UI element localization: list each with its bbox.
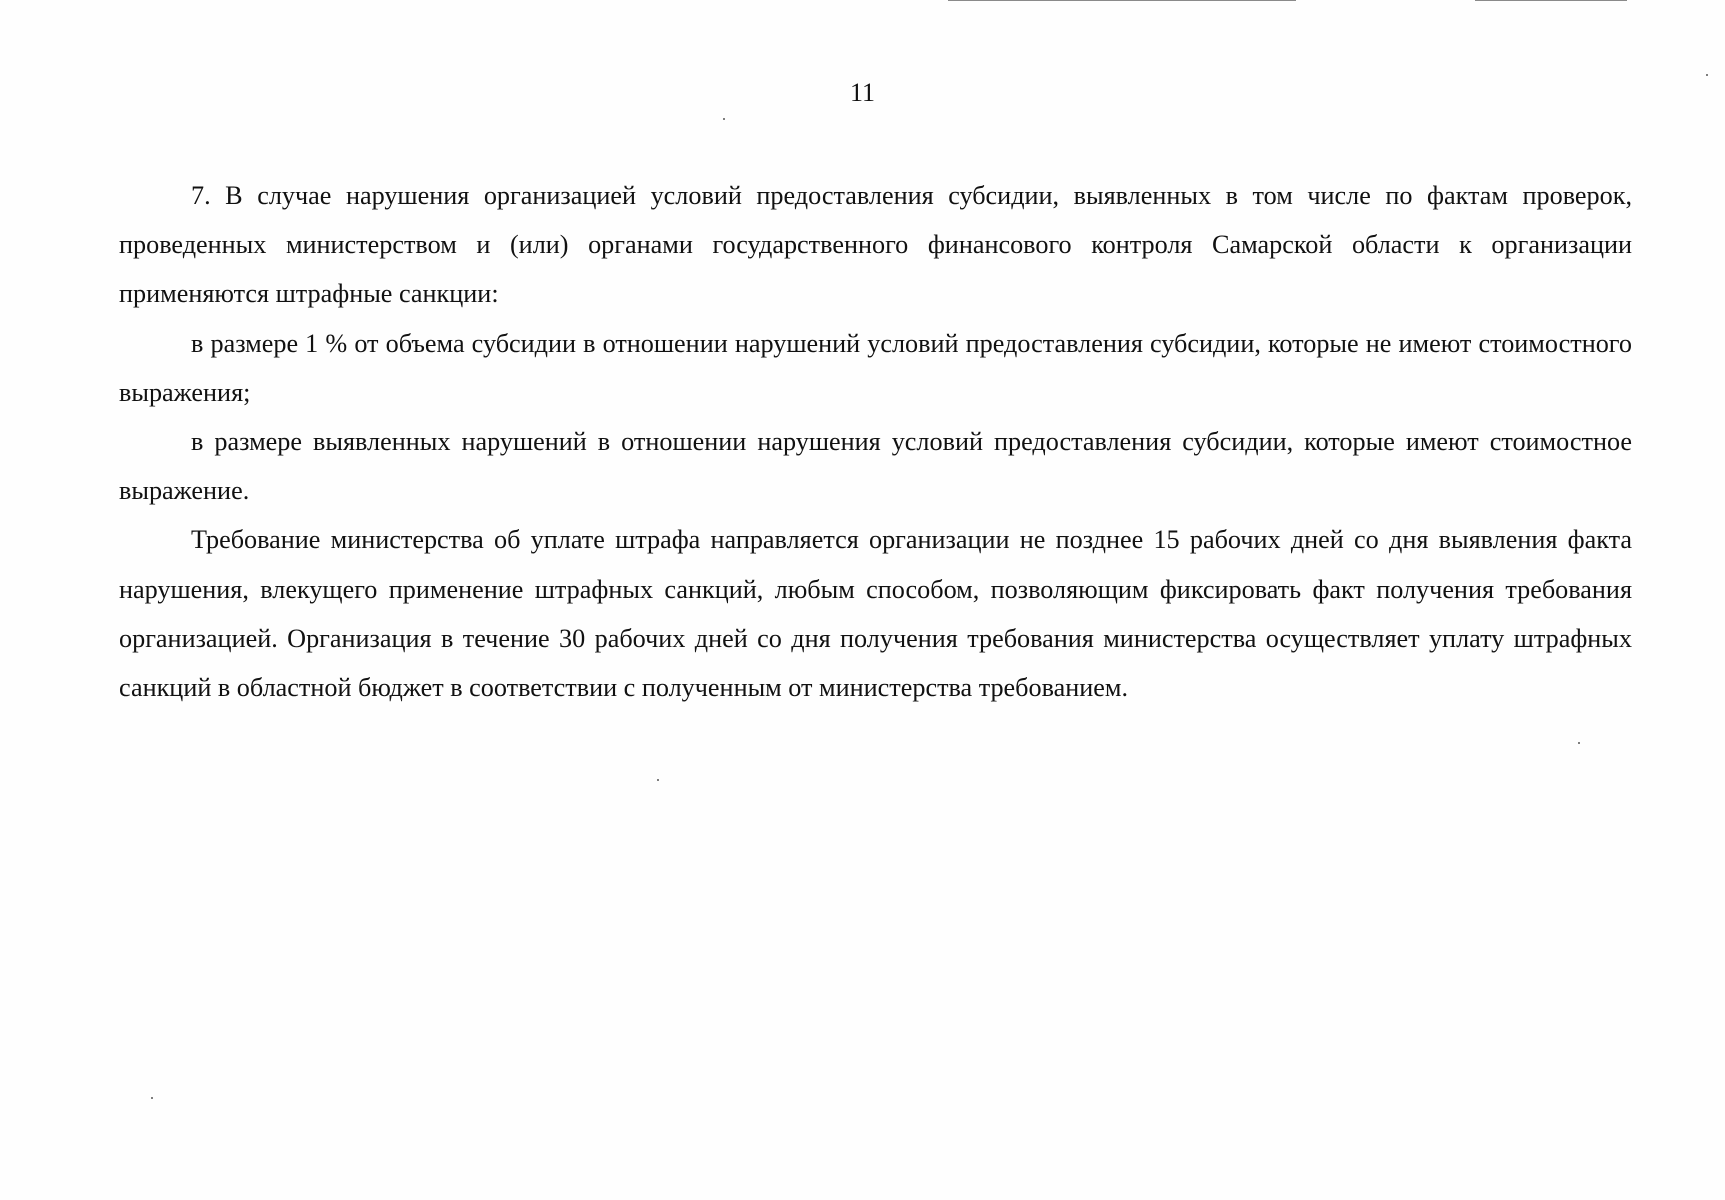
page-number: 11 (849, 78, 876, 107)
scan-speck (151, 1097, 153, 1099)
scan-artifact-line (948, 0, 1296, 1)
scan-speck (1578, 742, 1580, 744)
paragraph-penalty-monetary: в размере выявленных нарушений в отношении нарушения условий предоставления субсидии, которые имеют стоимостное выражение. (119, 427, 1632, 506)
scan-speck (1706, 74, 1708, 76)
scan-speck (657, 779, 659, 781)
paragraph-penalty-payment: Требование министерства об уплате штрафа направляется организации не позднее 15 рабочих дней со дня выявления факта нарушения, влекущего применение штрафных санкций, любым способом, позволяющим фиксировать факт получения требования организацией. Организация в течение 30 рабочих дней со дня получения требования министерства осуществляет уплату штрафных санкций в областной бюджет в соответствии с полученным от министерства требованием. (119, 525, 1632, 703)
paragraph-penalty-intro: 7. В случае нарушения организацией условий предоставления субсидии, выявленных в том числе по фактам проверок, проведенных министерством и (или) органами государственного финансового контроля Самарской области к организации применяются штрафные санкции: (119, 181, 1632, 309)
scan-artifact-line (1475, 0, 1627, 1)
scan-speck (723, 118, 725, 120)
paragraph-penalty-non-monetary: в размере 1 % от объема субсидии в отношении нарушений условий предоставления субсидии, которые не имеют стоимостного выражения; (119, 328, 1632, 407)
document-body (119, 171, 1632, 712)
